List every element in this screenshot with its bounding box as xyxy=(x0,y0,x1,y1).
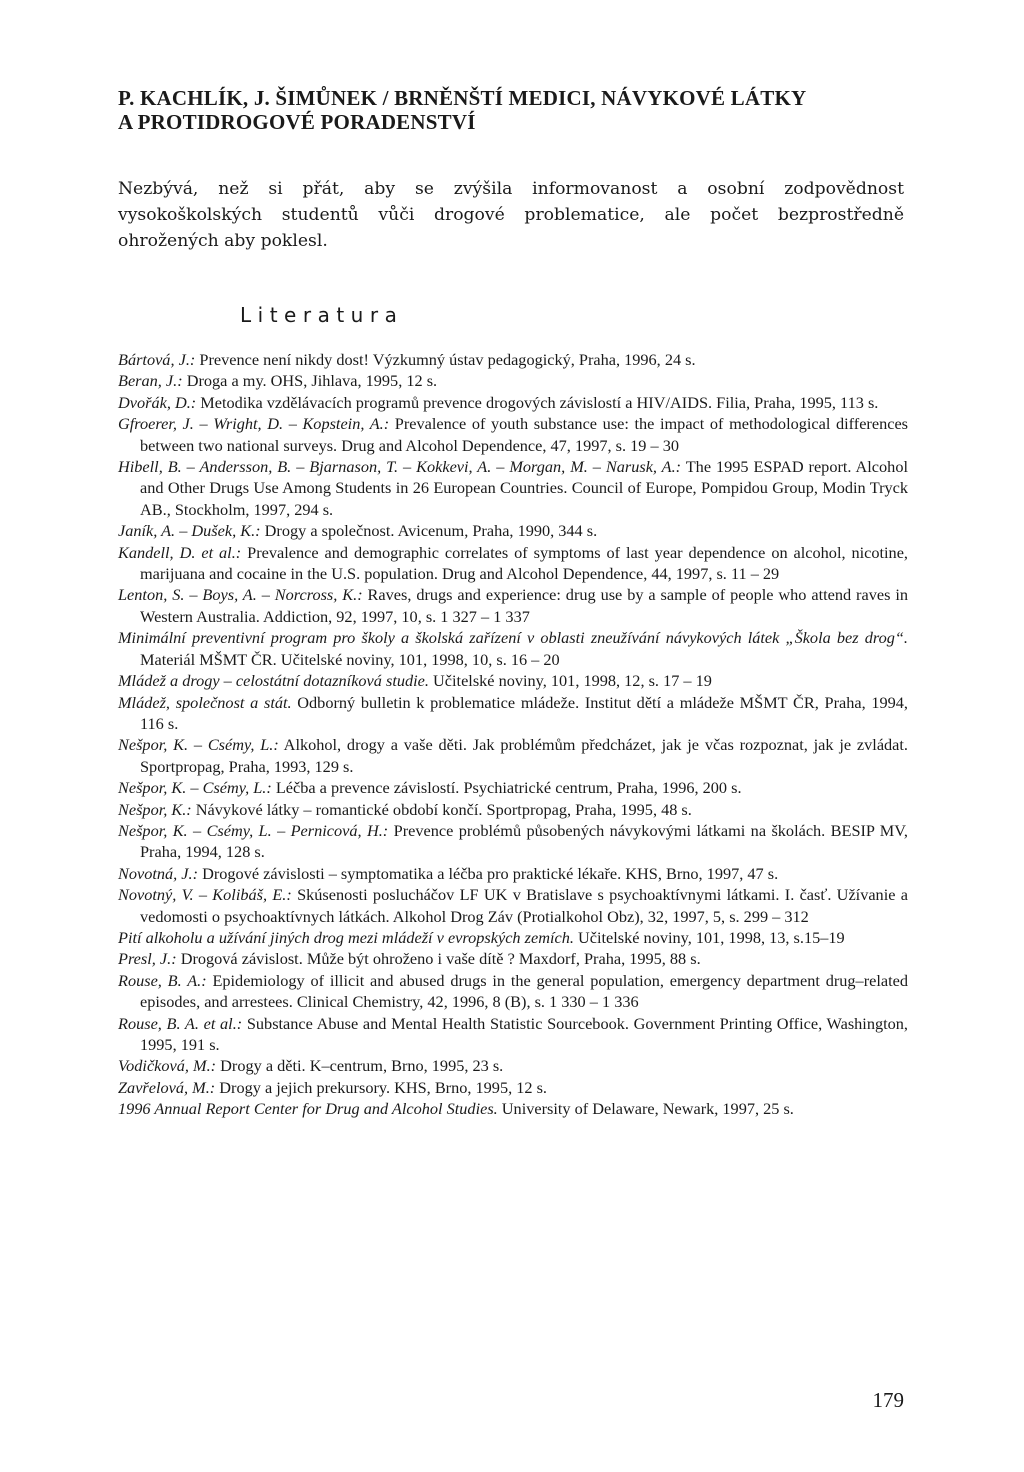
header-line-1: P. KACHLÍK, J. ŠIMŮNEK / BRNĚNŠTÍ MEDICI, NÁVYKOVÉ LÁTKY xyxy=(118,86,807,110)
reference-item xyxy=(118,777,908,798)
reference-item xyxy=(118,670,908,691)
reference-item xyxy=(118,863,908,884)
reference-item xyxy=(118,734,908,777)
reference-item xyxy=(118,456,908,520)
reference-authors: Nešpor, K. – Csémy, L.: xyxy=(118,778,272,798)
reference-item xyxy=(118,584,908,627)
reference-text: Droga a my. OHS, Jihlava, 1995, 12 s. xyxy=(182,371,438,391)
reference-authors: Rouse, B. A. et al.: xyxy=(118,1013,243,1033)
reference-text: University of Delaware, Newark, 1997, 25 s. xyxy=(497,1099,794,1119)
reference-text: Drogové závislosti – symptomatika a léčba pro praktické lékaře. KHS, Brno, 1997, 47 s. xyxy=(198,863,779,883)
reference-text: Prevence problémů působených návykovými látkami na školách. BESIP MV, Praha, 1994, 128 s. xyxy=(140,820,908,862)
reference-item xyxy=(118,1055,908,1076)
section-heading: Literatura xyxy=(240,303,404,327)
reference-item xyxy=(118,884,908,927)
reference-authors: Hibell, B. – Andersson, B. – Bjarnason, T. – Kokkevi, A. – Morgan, M. – Narusk, A.: xyxy=(118,457,682,477)
reference-authors: Gfroerer, J. – Wright, D. – Kopstein, A.: xyxy=(118,414,390,434)
reference-authors: Novotný, V. – Kolibáš, E.: xyxy=(118,885,292,905)
reference-authors: Beran, J.: xyxy=(118,371,183,391)
reference-text: Epidemiology of illicit and abused drugs in the general population, emergency department drug–related episodes, and arrestees. Clinical Chemistry, 42, 1996, 8 (B), s. 1 330 – 1 336 xyxy=(140,970,908,1012)
reference-item xyxy=(118,349,908,370)
reference-list xyxy=(118,349,908,1120)
reference-text: Materiál MŠMT ČR. Učitelské noviny, 101, 1998, 10, s. 16 – 20 xyxy=(140,649,560,669)
reference-authors: Pití alkoholu a užívání jiných drog mezi mládeží v evropských zemích. xyxy=(118,927,574,947)
reference-text: Raves, drugs and experience: drug use by a sample of people who attend raves in Western Australia. Addiction, 92, 1997, 10, s. 1 327 – 1 337 xyxy=(140,585,908,626)
reference-authors: Janík, A. – Dušek, K.: xyxy=(118,521,261,541)
reference-text: Skúsenosti poslucháčov LF UK v Bratislave s psychoaktívnymi látkami. I. časť. Užívanie a vedomosti o psychoaktívnych látkách. Alkohol Drog Záv (Protialkohol Obz), 32, 1997, 5, s. 299 – 312 xyxy=(140,885,908,926)
reference-text: Drogy a jejich prekursory. KHS, Brno, 1995, 12 s. xyxy=(215,1077,547,1097)
reference-text: Prevalence of youth substance use: the impact of methodological differences between two national surveys. Drug and Alcohol Dependence, 47, 1997, s. 19 – 30 xyxy=(140,414,909,455)
reference-text: Drogy a společnost. Avicenum, Praha, 1990, 344 s. xyxy=(260,521,598,541)
reference-text: Alkohol, drogy a vaše děti. Jak problémům předcházet, jak je včas rozpoznat, jak je zvládat. Sportpropag, Praha, 1993, 129 s. xyxy=(140,735,909,776)
reference-authors: Dvořák, D.: xyxy=(118,392,197,412)
reference-authors: Mládež a drogy – celostátní dotazníková studie. xyxy=(118,671,429,691)
reference-authors: Nešpor, K. – Csémy, L. – Pernicová, H.: xyxy=(118,820,389,840)
running-header xyxy=(118,86,918,134)
reference-text: Návykové látky – romantické období končí. Sportpropag, Praha, 1995, 48 s. xyxy=(191,799,692,819)
reference-item xyxy=(118,520,908,541)
reference-item xyxy=(118,970,908,1013)
reference-item xyxy=(118,1077,908,1098)
intro-paragraph: Nezbývá, než si přát, aby se zvýšila informovanost a osobní zodpovědnost vysokoškolských studentů vůči drogové problematice, ale počet bezprostředně ohrožených aby poklesl. xyxy=(118,179,904,251)
reference-text: Prevalence and demographic correlates of symptoms of last year dependence on alcohol, nicotine, marijuana and cocaine in the U.S. population. Drug and Alcohol Dependence, 44, 1997, s. 11 – 29 xyxy=(140,542,908,584)
reference-text: Učitelské noviny, 101, 1998, 13, s.15–19 xyxy=(573,927,845,947)
reference-authors: Bártová, J.: xyxy=(118,350,196,369)
reference-authors: Novotná, J.: xyxy=(118,863,199,883)
reference-text: Drogy a děti. K–centrum, Brno, 1995, 23 s. xyxy=(216,1056,504,1076)
reference-authors: Nešpor, K.: xyxy=(118,799,192,819)
reference-authors: 1996 Annual Report Center for Drug and Alcohol Studies. xyxy=(118,1099,498,1119)
reference-authors: Presl, J.: xyxy=(118,949,177,969)
reference-item xyxy=(118,392,908,413)
reference-item xyxy=(118,413,908,456)
reference-authors: Minimální preventivní program pro školy a školská zařízení v oblasti zneužívání návykových látek „Škola bez drog“. xyxy=(118,628,908,648)
reference-item xyxy=(118,799,908,820)
reference-item xyxy=(118,1013,908,1056)
reference-item xyxy=(118,542,908,585)
reference-item xyxy=(118,627,908,670)
header-line-2: A PROTIDROGOVÉ PORADENSTVÍ xyxy=(118,110,476,134)
reference-text: Prevence není nikdy dost! Výzkumný ústav pedagogický, Praha, 1996, 24 s. xyxy=(195,350,696,369)
reference-text: Odborný bulletin k problematice mládeže. Institut dětí a mládeže MŠMT ČR, Praha, 1994, 116 s. xyxy=(140,692,908,733)
page-number: 179 xyxy=(872,1388,904,1412)
reference-authors: Mládež, společnost a stát. xyxy=(118,692,292,712)
reference-item xyxy=(118,370,908,391)
reference-item xyxy=(118,948,908,969)
reference-item xyxy=(118,927,908,948)
reference-authors: Vodičková, M.: xyxy=(118,1056,217,1076)
reference-text: Drogová závislost. Může být ohroženo i vaše dítě ? Maxdorf, Praha, 1995, 88 s. xyxy=(176,949,701,969)
reference-item xyxy=(118,692,908,735)
reference-authors: Rouse, B. A.: xyxy=(118,970,207,990)
reference-text: Substance Abuse and Mental Health Statistic Sourcebook. Government Printing Office, Washington, 1995, 191 s. xyxy=(140,1013,908,1054)
reference-text: The 1995 ESPAD report. Alcohol and Other Drugs Use Among Students in 26 European Countries. Council of Europe, Pompidou Group, Modin Tryck AB., Stockholm, 1997, 294 s. xyxy=(140,457,908,519)
reference-authors: Kandell, D. et al.: xyxy=(118,542,242,562)
reference-authors: Zavřelová, M.: xyxy=(118,1077,216,1097)
reference-item xyxy=(118,1098,908,1119)
reference-text: Metodika vzdělávacích programů prevence drogových závislostí a HIV/AIDS. Filia, Praha, 1995, 113 s. xyxy=(196,392,879,412)
reference-item xyxy=(118,820,908,863)
reference-text: Léčba a prevence závislostí. Psychiatrické centrum, Praha, 1996, 200 s. xyxy=(271,778,742,798)
reference-authors: Lenton, S. – Boys, A. – Norcross, K.: xyxy=(118,585,363,605)
reference-text: Učitelské noviny, 101, 1998, 12, s. 17 – 19 xyxy=(428,671,712,691)
reference-authors: Nešpor, K. – Csémy, L.: xyxy=(118,735,279,755)
